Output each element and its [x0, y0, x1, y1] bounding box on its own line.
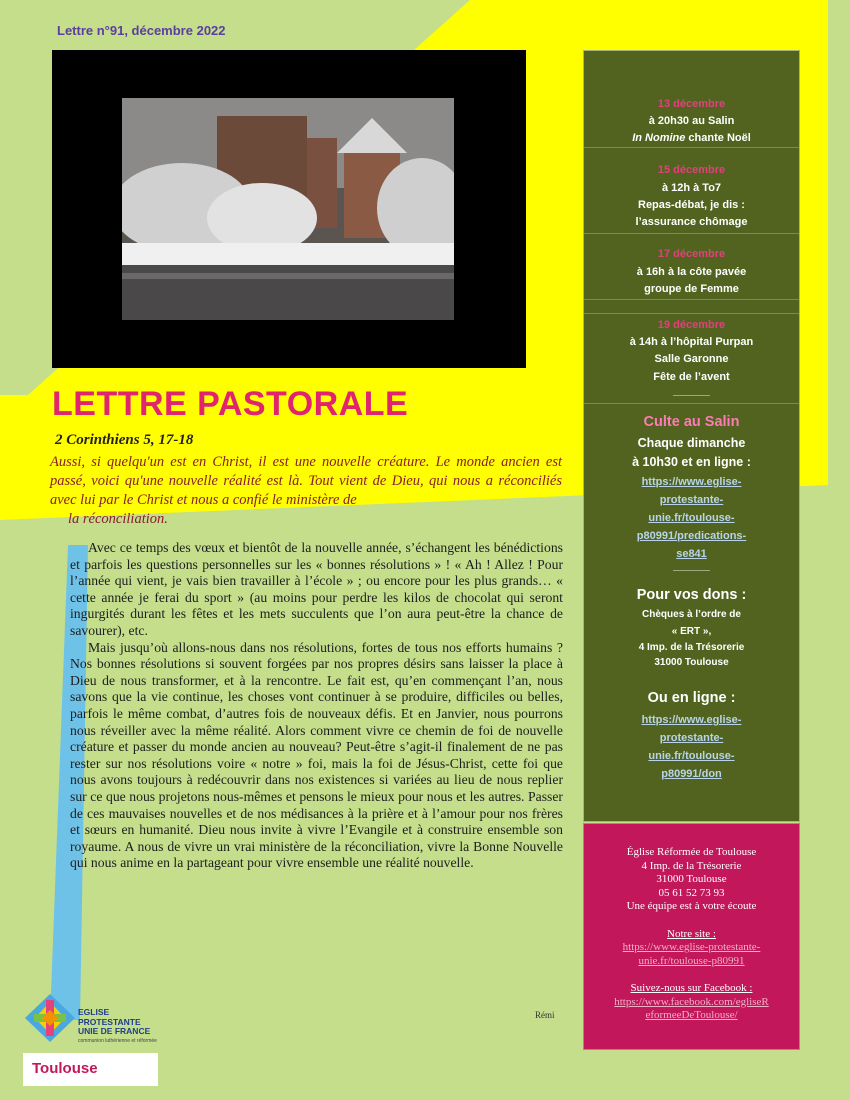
- contact-line: Une équipe est à votre écoute: [626, 900, 757, 912]
- dons-line: Chèques à l’ordre de: [642, 609, 741, 620]
- event-line: à 12h à To7: [661, 182, 722, 194]
- contact-line: 4 Imp. de la Trésorerie: [641, 859, 742, 872]
- site-link[interactable]: https://www.eglise-protestante-: [622, 941, 761, 953]
- link-line[interactable]: se841: [676, 548, 707, 560]
- link-line[interactable]: unie.fr/toulouse-: [648, 512, 735, 524]
- events-sidebar: [583, 50, 800, 822]
- issue-label: Lettre n°91, décembre 2022: [57, 23, 226, 38]
- paragraph-1: Avec ce temps des vœux et bientôt de la nouvelle année, s’échangent les bénédictions et parfois les questions personnelles sur les « bonnes résolutions » ! « Ah ! Allez ! Pour l’année qui vient, je vais bien travailler à l’école » ; ou encore pour les plus grands… « cette année je ferai du sport » (au moins pour perdre les kilos de chocolat qui seront ingurgités durant les fêtes et les mets succulents que l’on aura peut-être la chance de savourer), etc.: [70, 540, 563, 638]
- online-link[interactable]: [584, 713, 799, 781]
- site-label: Notre site :: [667, 927, 716, 940]
- event-line: Salle Garonne: [654, 353, 729, 365]
- event-line: [584, 131, 799, 145]
- scripture-quote-main: Aussi, si quelqu'un est en Christ, il est une nouvelle créature. Le monde ancien est passé, voici qu'une nouvelle réalité est là. Tout vient de Dieu, qui nous a réconciliés avec lui par le Christ et nous a confié le ministère de: [50, 454, 562, 508]
- scripture-quote-end: la réconciliation.: [68, 511, 168, 527]
- logo-line: UNIE DE FRANCE: [78, 1026, 151, 1036]
- contact-line: 05 61 52 73 93: [658, 886, 725, 899]
- pastoral-letter-body: [70, 540, 563, 872]
- cross-logo-icon: [20, 990, 80, 1046]
- dons-line: 4 Imp. de la Trésorerie: [638, 642, 745, 653]
- event-line: à 20h30 au Salin: [648, 115, 735, 127]
- culte-link[interactable]: [584, 475, 799, 561]
- logo-text: [78, 1008, 170, 1046]
- paragraph-2: Mais jusqu’où allons-nous dans nos résolutions, fortes de tous nos efforts humains ? Nos bonnes résolutions si souvent forgées par nos propres désirs sans laisser la place à Dieu de nous transformer, et à la rencontre. Le fait est, qu’en commençant l’an, nous savons que la vie continue, les choses vont continuer à se produire, difficiles ou belles, parfois le même combat, d’autres fois de nouveaux défis. Et en Janvier, nous pourrons nous réveiller avec la même réalité. Alors comment vivre ce chemin de foi de nouvelle créature et passer du monde ancien au nouveau? Peut-être s’agit-il finalement de ne pas rester sur nos résolutions voire « notre » foi, mais la foi de Jésus-Christ, cette foi que nous avons toujours à redécouvrir dans nos existences si variées au lieu de nous replier sur ce que nous projetons nous-mêmes et pensons le mieux pour nous et les autres. Passer de ces mauvaises nouvelles et de nos médisances à la prière et à l’amour pour nos frères et sœurs en humanité. Dieu nous invite à vivre l’Evangile et à construire ensemble son royaume. A nous de vivre un vrai ministère de la réconciliation, vivre la Bonne Nouvelle qui nous anime en la partageant pour vivre ensemble une réalité nouvelle.: [70, 639, 563, 871]
- signature: Rémi: [535, 1010, 555, 1020]
- culte-line: Chaque dimanche: [637, 436, 746, 450]
- event-date: 13 décembre: [657, 98, 726, 110]
- site-link[interactable]: unie.fr/toulouse-p80991: [638, 954, 745, 967]
- dons-line: « ERT »,: [671, 626, 712, 637]
- event-line: à 14h à l’hôpital Purpan: [629, 336, 754, 348]
- event-line: à 16h à la côte pavée: [636, 266, 747, 278]
- event-line: l’assurance chômage: [635, 216, 748, 228]
- link-line[interactable]: protestante-: [659, 732, 724, 744]
- event-italic-name: In Nomine: [632, 132, 686, 144]
- event-line: groupe de Femme: [644, 283, 739, 295]
- logo-line: communion luthérienne et réformée: [78, 1037, 157, 1044]
- event-line: Fête de l’avent: [653, 371, 730, 383]
- photo-frame: [52, 50, 526, 368]
- city-label: Toulouse: [23, 1053, 158, 1086]
- page-title: LETTRE PASTORALE: [52, 385, 409, 423]
- link-line[interactable]: p80991/don: [661, 768, 722, 780]
- facebook-link[interactable]: https://www.facebook.com/egliseR: [614, 995, 769, 1008]
- culte-line: à 10h30 et en ligne :: [632, 455, 751, 469]
- dons-title: Pour vos dons :: [636, 587, 747, 603]
- contact-box: [583, 823, 800, 1050]
- dons-line: 31000 Toulouse: [654, 657, 729, 668]
- link-line[interactable]: https://www.eglise-: [641, 476, 742, 488]
- contact-line: 31000 Toulouse: [656, 873, 727, 885]
- event-date: 17 décembre: [657, 248, 726, 260]
- online-title: Ou en ligne :: [647, 690, 736, 706]
- link-line[interactable]: protestante-: [659, 494, 724, 506]
- event-italic-rest: chante Noël: [685, 132, 751, 144]
- snow-landscape-photo: [122, 98, 454, 320]
- facebook-label: Suivez-nous sur Facebook :: [630, 982, 753, 994]
- link-line[interactable]: https://www.eglise-: [641, 714, 742, 726]
- church-logo: [20, 990, 170, 1046]
- event-line: Repas-débat, je dis :: [638, 199, 745, 211]
- link-line[interactable]: p80991/predications-: [636, 530, 747, 542]
- link-line[interactable]: unie.fr/toulouse-: [648, 750, 735, 762]
- logo-line: EGLISE PROTESTANTE: [78, 1007, 141, 1027]
- scripture-quote: [50, 453, 562, 529]
- culte-title: Culte au Salin: [643, 414, 740, 430]
- event-date: 15 décembre: [657, 164, 726, 176]
- contact-line: Église Réformée de Toulouse: [626, 846, 757, 858]
- scripture-reference: 2 Corinthiens 5, 17-18: [55, 432, 194, 448]
- divider-line: ______: [673, 385, 710, 397]
- event-date: 19 décembre: [657, 319, 726, 331]
- divider-line: ______: [673, 560, 710, 572]
- facebook-link[interactable]: eformeeDeToulouse/: [645, 1009, 738, 1021]
